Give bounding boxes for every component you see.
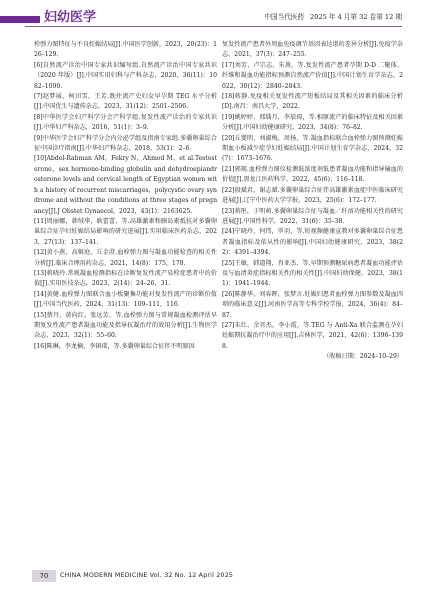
reference-item: [21]郭现.血栓弹力图仪检测低浓度剂低患者凝血功能和指导输血的价值[J].黑龙江医药科学，2022，45(6)：116–118. [222, 165, 403, 184]
reference-item: [6]自然流产诊治中国专家共识编写组.自然流产诊治中国专家共识（2020 年版）[J].中国实用妇科与产科杂志，2020，36(11)：1082–1090. [34, 61, 217, 90]
page-footer [0, 570, 427, 584]
reference-item: [8]中华医学会妇产科学分会产科学组.复发性流产诊治的专家共识[J].中华妇产科杂志，2016，51(1)：3–9. [34, 113, 217, 132]
received-date: （收稿日期：2024–10–29） [323, 353, 403, 361]
reference-item: [20]丘婴明，刘淑梅，周扬，等.凝血指标联合血栓弹力图预测妊娠期血小板减少症孕妇妊娠结局[J].中国计划生育学杂志，2024，32(7)：1673–1676. [222, 134, 403, 163]
reference-item: [15]蔡丹，黄向红，张远芳，等.血栓弹力图与常规凝血检测评估早期复发性流产患者凝血功能及指导抗凝治疗的效用分析[J].生物医学杂志，2023，32(1)：55–60. [34, 311, 217, 340]
journal-issue: 2025 年 4 月第 32 卷第 12 期 [310, 13, 402, 21]
reference-item: [19]姚婷婷，邢瑀月，李辰琼，等.相原流产的临床特征及相关因素分析[J].中国妇幼健康研究，2023，34(8)：76–82. [222, 113, 403, 132]
reference-item: [12]黄小燕，高姬庭，丘金澄.血栓弹力图与凝血功能检查的相关性分析[J].临床合理用药杂志，2021，14(8)：175，178. [34, 249, 217, 267]
reference-item: [26]陈静华，刘春晖，张梦言.妊娠妇患者血栓弹力图参数及凝血四项的临床意义[J].河南医学高等专科学校学报，2024，36(4)：84–87. [222, 290, 403, 319]
reference-item: [16]陈琳，李龙楠，李镇璟，等.多囊卵巢综合征伴不明原因 [34, 342, 195, 350]
journal-info [264, 12, 402, 22]
page-number: 70 [32, 570, 56, 582]
reference-item: [23]蒋彤，于明萌.多囊卵巢综合征与凝血／纤溶功能相关性的研究进展[J].中国性科学，2022，31(6)：35–38. [222, 207, 403, 225]
reference-item: [18]蒋静.免疫相关复发性流产短板结局及其相关因素的临床分析[D].南昌：南昌大学，2022. [222, 93, 403, 111]
reference-item: 复发性流产患者外周血免疫调节基因表达谱的差异分析[J].免疫学杂志，2021，37(3)：247–255. [222, 41, 403, 59]
reference-item: [13]蒋晓玲.常规凝血检测指标在诊断复发性流产易栓症患者中的价值[J].实用医技杂志，2023，2(14)：24–26，31. [34, 269, 217, 288]
reference-item: [24]宁晓玲，何伟，罗羽，等.短视频健康宣教对多囊卵巢综合征患者凝血指标及依从性的影响[J].中国妇幼健康研究，2023，38(22)：4391–4394. [222, 228, 403, 257]
reference-item: [27]朱红，余晋杰，李小霞，等.TEG 与 Anti-Xa 联合监测在孕妇妊娠期抗凝治疗中的应用[J].吉林医学，2021，42(6)：1396–1398. [222, 321, 403, 350]
section-title: 妇幼医学 [40, 8, 100, 28]
reference-item: [22]殷斌君，谢志斌.多囊卵巢综合征伴高雄激素血症中医临床研究进展[J].辽宁中医药大学学报，2023，25(6)：172–177. [222, 186, 403, 205]
reference-item: [25]王敏，韩道翔，肖亚杰，等.早期预测糖尿病患者凝血功能评估及与血清炎症指标相关性的相关性[J].中国妇幼保健，2023，38(11)：1941–1944. [222, 259, 403, 288]
reference-item: 栓弹力图特征与不良妊娠结局[J].中国医学创新，2023，20(23)：126–129. [34, 41, 217, 59]
left-column-references [34, 40, 217, 352]
reference-item: [7]赵梦展，柯田雪，王芳.既往流产史妇女早孕期 TEG 水平分析[J].中国优生与遗传杂志，2023，31(12)：2501–2506. [34, 93, 217, 111]
reference-item: [14]黄健.血栓弹力图联合血小板聚集功能对复发性流产的诊断价值[J].中国当代医药，2024，31(13)：109–111，116. [34, 290, 217, 309]
reference-item: [10]Abdel-Rahman AM，Fekry N，Ahmed M，et al.Testosterone，sex hormone-binding globulin and dehydroepiandrosterone levels and cervical length of Egyptian women with a history of recurrent miscarriages，polycystic ovary syndrome and without the conditions at three stages of pregnancy[J].J Obstet Gynaecol，2023，43(1)：2163625. [34, 155, 217, 215]
journal-english-name: CHINA MODERN MEDICINE Vol. 32 No. 12 April 2025 [60, 572, 234, 579]
right-column-references [222, 40, 403, 369]
page-header [0, 0, 427, 30]
journal-name: 中国当代医药 [264, 13, 304, 21]
header-rule [25, 26, 402, 27]
reference-item: [11]周丽娜，韩绒华，耿蕾蕾，等.高雄激素和胰岛素抵抗对多囊卵巢综合征孕妇妊娠结局影响的研究进展[J].实用临床医药杂志，2023，27(13)：137–141. [34, 217, 217, 246]
reference-item: [17]刘芳，卢宗志，朱燕，等.复发性流产患者孕期 D-D 二聚体、纤维和凝血功能指标预测自然流产价值[J].中国计划生育学杂志，2022，30(12)：2840–2843. [222, 61, 403, 90]
reference-item: [9]中华医学会妇产科学分会内分泌学组及指南专家组.多囊卵巢综合征中国诊疗指南[J].中华妇产科杂志，2018，53(1)：2–6. [34, 134, 217, 153]
